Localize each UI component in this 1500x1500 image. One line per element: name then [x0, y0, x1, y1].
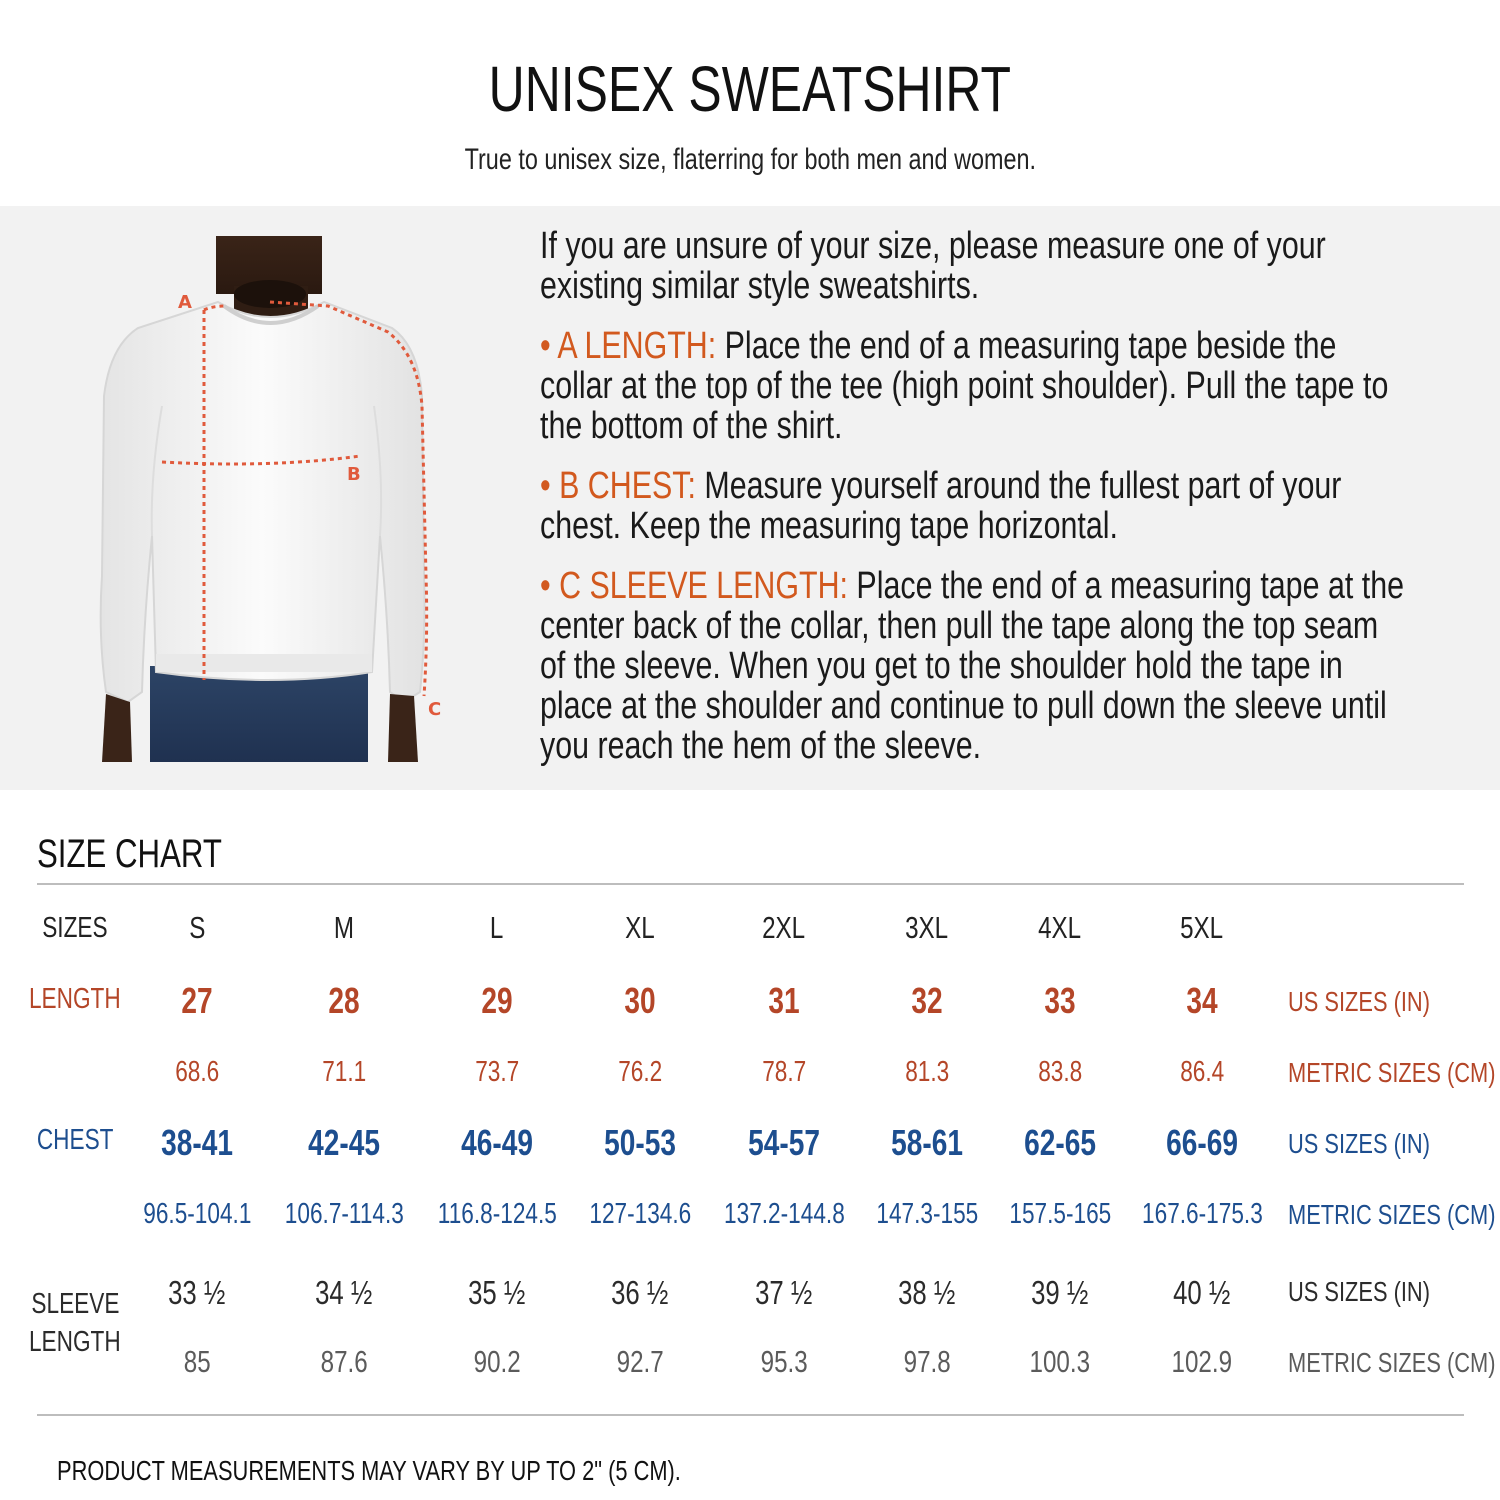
sleeve-cm-cell: 95.3: [760, 1344, 808, 1379]
length-cm-cell: 71.1: [321, 1056, 367, 1088]
measure-instructions: [540, 226, 1500, 786]
size-header-cell: 2XL: [762, 910, 806, 945]
chest-us-cell: 46-49: [461, 1122, 533, 1163]
sleeve-us-cell: 39 ½: [1031, 1274, 1089, 1311]
left-hand: [102, 694, 132, 762]
right-hand: [388, 694, 418, 762]
sweatshirt-diagram: [92, 236, 452, 762]
chest-cm-cell: 147.3-155: [876, 1198, 978, 1230]
unit-label: US SIZES (IN): [1288, 1276, 1430, 1307]
length-row-label: LENGTH: [29, 983, 121, 1015]
length-us-cell: 32: [911, 980, 943, 1021]
length-us-cell: 27: [181, 980, 213, 1021]
length-us-cell: 28: [328, 980, 360, 1021]
unit-label: US SIZES (IN): [1288, 986, 1430, 1017]
divider: [37, 1414, 1464, 1416]
sweatshirt-body: [101, 302, 425, 702]
chest-cm-cell: 96.5-104.1: [142, 1198, 252, 1230]
chest-cm-cell: 127-134.6: [589, 1198, 691, 1230]
unit-label: US SIZES (IN): [1288, 1128, 1430, 1159]
length-cm-cell: 68.6: [174, 1056, 220, 1088]
c-sleeve-paragraph: • C SLEEVE LENGTH: Place the end of a measuring tape at the center back of the collar, then pull the tape along the top seam of the sleeve. When you get to the shoulder hold the tape in place at the shoulder and continue to pull down the sleeve until you reach the hem of the sleeve.: [540, 565, 1405, 767]
sleeve-us-cell: 34 ½: [315, 1274, 373, 1311]
chest-cm-cell: 167.6-175.3: [1141, 1198, 1263, 1230]
measuring-guide: [0, 206, 1500, 790]
model-head: [216, 236, 322, 318]
sleeve-cm-cell: 97.8: [903, 1344, 951, 1379]
page-subtitle: True to unisex size, flaterring for both men and women.: [464, 143, 1036, 176]
page-title: UNISEX SWEATSHIRT: [488, 53, 1012, 125]
label-b: B: [347, 464, 361, 485]
chest-cm-cell: 116.8-124.5: [437, 1198, 557, 1230]
length-cm-cell: 81.3: [904, 1056, 950, 1088]
chest-us-cell: 66-69: [1166, 1122, 1238, 1163]
chest-us-cell: 54-57: [748, 1122, 820, 1163]
b-chest-paragraph: • B CHEST: Measure yourself around the fullest part of your chest. Keep the measuring tape horizontal.: [540, 465, 1342, 547]
chest-row-label: CHEST: [36, 1124, 114, 1156]
length-us-cell: 34: [1186, 980, 1218, 1021]
b-chest-label: • B CHEST:: [540, 465, 696, 507]
unit-label: METRIC SIZES (CM): [1288, 1347, 1496, 1378]
sleeve-cm-cell: 92.7: [616, 1344, 664, 1379]
chest-us-cell: 62-65: [1024, 1122, 1096, 1163]
length-cm-cell: 83.8: [1037, 1056, 1083, 1088]
sleeve-us-cell: 35 ½: [468, 1274, 526, 1311]
size-header-cell: 4XL: [1038, 910, 1082, 945]
length-us-cell: 33: [1044, 980, 1076, 1021]
label-c: C: [428, 699, 442, 720]
chest-cm-cell: 157.5-165: [1009, 1198, 1111, 1230]
chest-us-cell: 38-41: [161, 1122, 233, 1163]
label-a: A: [178, 292, 192, 313]
intro-paragraph: If you are unsure of your size, please measure one of your existing similar style sweatshirts.: [540, 225, 1326, 307]
unit-label: METRIC SIZES (CM): [1288, 1199, 1496, 1230]
sleeve-us-cell: 36 ½: [611, 1274, 669, 1311]
length-cm-cell: 86.4: [1179, 1056, 1225, 1088]
size-header-cell: 5XL: [1180, 910, 1224, 945]
sleeve-us-cell: 40 ½: [1173, 1274, 1231, 1311]
length-us-cell: 30: [624, 980, 656, 1021]
chest-us-cell: 50-53: [604, 1122, 676, 1163]
size-header-cell: S: [188, 910, 206, 945]
c-sleeve-label: • C SLEEVE LENGTH:: [540, 565, 848, 607]
length-us-cell: 31: [768, 980, 800, 1021]
length-us-cell: 29: [481, 980, 513, 1021]
size-chart-title: SIZE CHART: [37, 832, 222, 876]
sleeve-cm-cell: 102.9: [1171, 1344, 1233, 1379]
size-header-cell: L: [490, 910, 504, 945]
chest-us-cell: 58-61: [891, 1122, 963, 1163]
divider: [37, 883, 1464, 885]
chest-cm-cell: 137.2-144.8: [723, 1198, 845, 1230]
sleeve-us-cell: 33 ½: [168, 1274, 226, 1311]
sleeve-cm-cell: 87.6: [320, 1344, 368, 1379]
chest-us-cell: 42-45: [308, 1122, 380, 1163]
sleeve-us-cell: 37 ½: [755, 1274, 813, 1311]
length-cm-cell: 76.2: [617, 1056, 663, 1088]
unit-label: METRIC SIZES (CM): [1288, 1057, 1496, 1088]
length-cm-cell: 73.7: [474, 1056, 520, 1088]
length-cm-cell: 78.7: [761, 1056, 807, 1088]
footnote: PRODUCT MEASUREMENTS MAY VARY BY UP TO 2" (5 CM).: [57, 1455, 681, 1486]
a-length-label: • A LENGTH:: [540, 325, 717, 367]
a-length-paragraph: • A LENGTH: Place the end of a measuring tape beside the collar at the top of the tee (high point shoulder). Pull the tape to the bottom of the shirt.: [540, 325, 1389, 447]
size-header-cell: M: [333, 910, 355, 945]
size-header-cell: XL: [625, 910, 655, 945]
size-header-cell: 3XL: [905, 910, 949, 945]
sleeve-us-cell: 38 ½: [898, 1274, 956, 1311]
sleeve-row-label: SLEEVE LENGTH: [29, 1288, 121, 1358]
sizes-row-label: SIZES: [42, 912, 108, 944]
sleeve-cm-cell: 100.3: [1029, 1344, 1091, 1379]
sleeve-cm-cell: 90.2: [473, 1344, 521, 1379]
sleeve-cm-cell: 85: [183, 1344, 211, 1379]
chest-cm-cell: 106.7-114.3: [284, 1198, 404, 1230]
